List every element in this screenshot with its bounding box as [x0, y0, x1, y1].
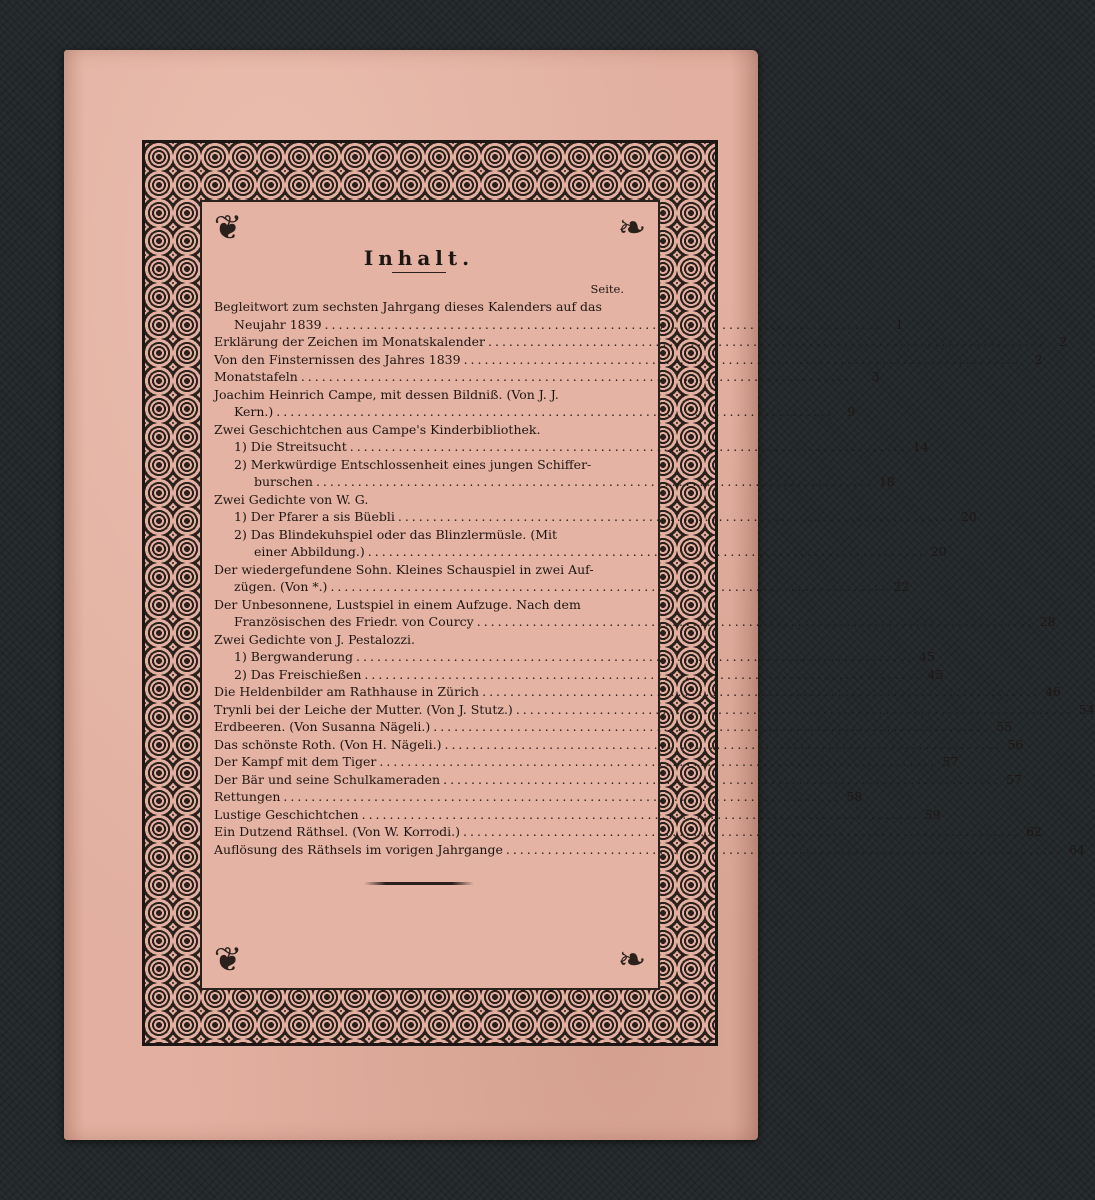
- toc-entry-line: Der Unbesonnene, Lustspiel in einem Aufzuge. Nach dem: [214, 596, 581, 612]
- toc-entry-title: Kern.): [234, 404, 274, 419]
- toc-entry-row: [214, 403, 856, 421]
- toc-page-number: 1: [895, 316, 904, 332]
- toc-entry-title: Neujahr 1839: [234, 316, 322, 332]
- toc-entry-row: [214, 736, 1024, 754]
- toc-page-number: 22: [893, 579, 910, 594]
- toc-page-number: 20: [930, 544, 947, 559]
- toc-entry-row: [214, 683, 1061, 701]
- toc-entry: [214, 841, 1085, 859]
- toc-entry: [214, 648, 935, 666]
- toc-entry-title: Das schönste Roth. (Von H. Nägeli.): [214, 736, 442, 752]
- toc-entry-title: Von den Finsternissen des Jahres 1839: [214, 351, 461, 367]
- toc-entry: [214, 771, 1022, 789]
- toc-entry-row: [214, 368, 880, 386]
- leader-dots: ................................................................................: [515, 701, 1074, 717]
- toc-entry: [214, 596, 1056, 631]
- toc-entry-line: Zwei Geschichtchen aus Campe's Kinderbibliothek.: [214, 421, 541, 437]
- toc-entry: [214, 438, 929, 456]
- toc-entry-title: Auflösung des Räthsels im vorigen Jahrgange: [214, 841, 503, 857]
- toc-entry: [214, 368, 880, 386]
- toc-entry: [214, 561, 910, 596]
- leader-dots: ................................................................................: [463, 351, 1022, 367]
- leader-dots: ................................................................................: [444, 736, 1003, 752]
- toc-entry-row: [214, 578, 910, 596]
- toc-entry-row: [214, 648, 935, 666]
- toc-entry-title: 1) Der Pfarer a sis Büebli: [234, 509, 395, 524]
- toc-entry-row: [214, 316, 904, 334]
- toc-page-number: 64: [1068, 841, 1085, 857]
- toc-entry-row: [214, 543, 947, 561]
- toc-entry-line: Zwei Gedichte von J. Pestalozzi.: [214, 631, 415, 647]
- toc-entry-line: 2) Das Blindekuhspiel oder das Blinzlermüsle. (Mit: [234, 526, 558, 542]
- toc-entry-title: Der Bär und seine Schulkameraden: [214, 771, 441, 787]
- leader-dots: ................................................................................: [505, 841, 1064, 857]
- leader-dots: ................................................................................: [315, 474, 874, 489]
- toc-entry-title: Erdbeeren. (Von Susanna Nägeli.): [214, 719, 431, 734]
- toc-entry-title: zügen. (Von *.): [234, 579, 328, 594]
- toc-entry-row: [214, 823, 1042, 841]
- toc-page-number: 45: [927, 666, 944, 682]
- toc-page-number: 58: [846, 789, 863, 804]
- leader-dots: ................................................................................: [300, 369, 859, 384]
- toc-entry-title: Monatstafeln: [214, 369, 298, 384]
- leader-dots: ................................................................................: [283, 789, 842, 804]
- leader-dots: ................................................................................: [364, 666, 923, 682]
- toc-entry-title: Rettungen: [214, 789, 281, 804]
- toc-page-number: 56: [1007, 736, 1024, 752]
- toc-entry: [214, 736, 1024, 754]
- leader-dots: ................................................................................: [276, 404, 835, 419]
- toc-entry-row: [214, 718, 1013, 736]
- leader-dots: ................................................................................: [463, 824, 1021, 839]
- toc-page-number: 20: [960, 509, 977, 524]
- corner-ornament-icon: ❧: [617, 940, 647, 980]
- leader-dots: ................................................................................: [482, 684, 1040, 699]
- toc-entry: [214, 526, 947, 561]
- leader-dots: ................................................................................: [361, 806, 920, 822]
- leader-dots: ................................................................................: [356, 649, 914, 664]
- toc-entry-title: burschen: [254, 474, 313, 489]
- toc-entry-row: [214, 508, 977, 526]
- leader-dots: ................................................................................: [349, 439, 908, 454]
- toc-entry-row: [214, 613, 1056, 631]
- toc-entry: [214, 508, 977, 526]
- leader-dots: ................................................................................: [476, 614, 1035, 629]
- toc-entry: [214, 718, 1013, 736]
- toc-entry: [214, 421, 624, 439]
- toc-entry: [214, 298, 904, 333]
- toc-entry: [214, 788, 863, 806]
- leader-dots: ................................................................................: [488, 334, 1046, 349]
- toc-page-number: 57: [942, 754, 959, 769]
- toc-entry-row: [214, 351, 1043, 369]
- corner-ornament-icon: ❦: [213, 208, 243, 248]
- toc-page-number: 18: [878, 474, 895, 489]
- leader-dots: ................................................................................: [443, 771, 1001, 787]
- toc-page-number: 9: [847, 404, 856, 419]
- toc-entry-line: Begleitwort zum sechsten Jahrgang dieses Kalenders auf das: [214, 299, 602, 314]
- toc-page-number: 54: [1078, 701, 1095, 717]
- toc-list: [214, 298, 1095, 858]
- toc-entry-title: Der Kampf mit dem Tiger: [214, 754, 377, 769]
- toc-page-number: 14: [912, 439, 929, 454]
- toc-entry-title: 2) Das Freischießen: [234, 666, 362, 682]
- toc-page-number: 28: [1039, 614, 1056, 629]
- page-title: Inhalt.: [363, 246, 475, 270]
- title-rule: [392, 272, 446, 273]
- toc-entry: [214, 666, 944, 684]
- toc-entry: [214, 806, 941, 824]
- toc-page-number: 3: [871, 369, 880, 384]
- toc-entry: [214, 491, 624, 509]
- corner-ornament-icon: ❧: [617, 208, 647, 248]
- toc-entry: [214, 351, 1043, 369]
- leader-dots: ................................................................................: [330, 579, 889, 594]
- toc-entry-row: [214, 806, 941, 824]
- toc-page-number: 2: [1034, 351, 1043, 367]
- toc-entry-title: 1) Die Streitsucht: [234, 439, 347, 454]
- toc-entry: [214, 386, 856, 421]
- toc-entry: [214, 456, 895, 491]
- toc-entry-title: Französischen des Friedr. von Courcy: [234, 614, 474, 629]
- leader-dots: ................................................................................: [433, 719, 992, 734]
- leader-dots: ................................................................................: [379, 754, 938, 769]
- toc-entry: [214, 753, 959, 771]
- toc-entry-row: [214, 788, 863, 806]
- corner-ornament-icon: ❦: [213, 940, 243, 980]
- toc-entry-row: [214, 438, 929, 456]
- toc-page-number: 45: [919, 649, 935, 664]
- toc-entry-line: Joachim Heinrich Campe, mit dessen Bildniß. (Von J. J.: [214, 386, 559, 402]
- end-rule: [364, 882, 474, 885]
- toc-entry-line: 2) Merkwürdige Entschlossenheit eines jungen Schiffer-: [234, 456, 592, 472]
- toc-entry-title: Lustige Geschichtchen: [214, 806, 359, 822]
- toc-page-number: 46: [1045, 684, 1061, 699]
- toc-entry-row: [214, 841, 1085, 859]
- toc-entry-row: [214, 771, 1022, 789]
- toc-page-number: 59: [924, 806, 941, 822]
- toc-page-number: 55: [996, 719, 1013, 734]
- toc-entry-line: Zwei Gedichte von W. G.: [214, 491, 369, 507]
- toc-entry-title: Die Heldenbilder am Rathhause in Zürich: [214, 684, 480, 699]
- toc-entry-row: [214, 666, 944, 684]
- toc-entry: [214, 701, 1095, 719]
- toc-page-number: 57: [1006, 771, 1022, 787]
- toc-entry-title: einer Abbildung.): [254, 544, 365, 559]
- toc-page-number: 62: [1025, 824, 1042, 839]
- toc-entry: [214, 823, 1042, 841]
- toc-entry-row: [214, 753, 959, 771]
- leader-dots: ................................................................................: [397, 509, 956, 524]
- toc-entry-row: [214, 701, 1095, 719]
- toc-page-number: 2: [1058, 334, 1067, 349]
- toc-entry: [214, 683, 1061, 701]
- toc-entry-row: [214, 473, 895, 491]
- toc-entry-title: Erklärung der Zeichen im Monatskalender: [214, 334, 486, 349]
- toc-entry-title: Trynli bei der Leiche der Mutter. (Von J. Stutz.): [214, 701, 513, 717]
- toc-entry-line: Der wiedergefundene Sohn. Kleines Schauspiel in zwei Auf-: [214, 561, 594, 577]
- toc-entry-title: Ein Dutzend Räthsel. (Von W. Korrodi.): [214, 824, 461, 839]
- toc-entry: [214, 631, 624, 649]
- leader-dots: ................................................................................: [324, 316, 883, 332]
- leader-dots: ................................................................................: [367, 544, 926, 559]
- toc-entry-row: [214, 333, 1067, 351]
- page-column-label: Seite.: [590, 281, 624, 296]
- toc-entry: [214, 333, 1067, 351]
- toc-entry-title: 1) Bergwanderung: [234, 649, 354, 664]
- table-of-contents: [214, 246, 1095, 885]
